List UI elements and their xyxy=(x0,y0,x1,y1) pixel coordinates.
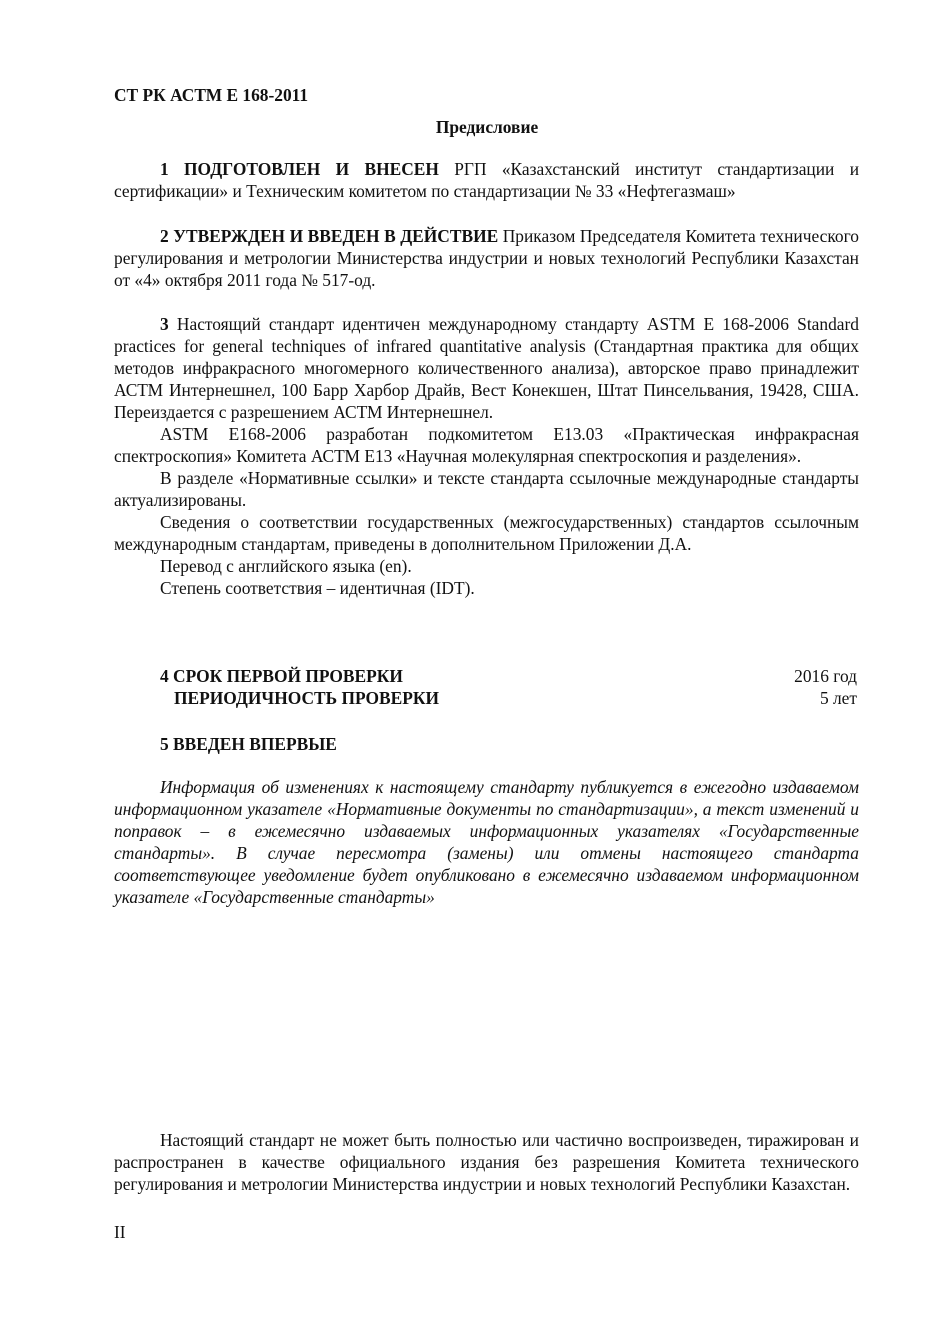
section-2-lead: 2 УТВЕРЖДЕН И ВВЕДЕН В ДЕЙСТВИЕ xyxy=(160,226,499,246)
section-5-label: 5 ВВЕДЕН ВПЕРВЫЕ xyxy=(160,734,337,754)
section-2 xyxy=(114,225,859,291)
section-1 xyxy=(114,158,859,202)
amendments-info-paragraph: Информация об изменениях к настоящему стандарту публикуется в ежегодно издаваемом информационном указателе «Нормативные документы по стандартизации», а текст изменений и поправок – в ежемесячно издаваемых информационных указателях «Государственные стандарты». В случае пересмотра (замены) или отмены настоящего стандарта соответствующее уведомление будет опубликовано в ежемесячно издаваемом информационном указателе «Государственные стандарты» xyxy=(114,777,859,907)
section-3-lead: 3 xyxy=(160,314,169,334)
section-3-text: Настоящий стандарт идентичен международному стандарту ASTM E 168-2006 Standard practices for general techniques of infrared quantitative analysis (Стандартная практика для общих методов инфракрасного многомерного количественного анализа), авторское право принадлежит АСТМ Интернешнел, 100 Барр Харбор Драйв, Вест Конекшен, Штат Пинсельвания, 19428, США. Переиздается с разрешением АСТМ Интернешнел. xyxy=(114,314,859,422)
section-3-paragraph-1 xyxy=(114,313,859,423)
copyright-notice-block xyxy=(114,1129,859,1195)
review-period-label: ПЕРИОДИЧНОСТЬ ПРОВЕРКИ xyxy=(174,688,439,708)
section-5-row xyxy=(160,733,857,755)
first-review-label: 4 СРОК ПЕРВОЙ ПРОВЕРКИ xyxy=(160,666,403,686)
review-period-row xyxy=(174,687,857,709)
section-3-paragraph-2: ASTM E168-2006 разработан подкомитетом E13.03 «Практическая инфракрасная спектроскопия» Комитета АСТМ Е13 «Научная молекулярная спектроскопия и разделения». xyxy=(114,424,859,466)
section-3-paragraph-6: Степень соответствия – идентичная (IDT). xyxy=(160,578,475,598)
first-review-row xyxy=(160,665,857,687)
page-number: II xyxy=(114,1222,126,1242)
page-title: Предисловие xyxy=(435,117,539,137)
copyright-notice-paragraph: Настоящий стандарт не может быть полностью или частично воспроизведен, тиражирован и распространен в качестве официального издания без разрешения Комитета технического регулирования и метрологии Министерства индустрии и новых технологий Республики Казахстан. xyxy=(114,1130,859,1194)
section-3-paragraph-3: В разделе «Нормативные ссылки» и тексте стандарта ссылочные международные стандарты актуализированы. xyxy=(114,468,859,510)
document-code-header: СТ РК АСТМ Е 168-2011 xyxy=(114,85,309,105)
first-review-value: 2016 год xyxy=(794,666,857,686)
section-3-paragraph-5: Перевод с английского языка (en). xyxy=(160,556,412,576)
review-period-value: 5 лет xyxy=(819,688,857,708)
section-2-paragraph xyxy=(114,225,859,291)
section-3 xyxy=(114,313,859,599)
section-3-paragraph-4: Сведения о соответствии государственных (межгосударственных) стандартов ссылочным международным стандартам, приведены в дополнительном Приложении Д.А. xyxy=(114,512,859,554)
section-1-lead: 1 ПОДГОТОВЛЕН И ВНЕСЕН xyxy=(160,159,439,179)
section-1-paragraph xyxy=(114,158,859,202)
amendments-info-block xyxy=(114,776,859,908)
section-1-text: РГП «Казахстанский институт стандартизации и сертификации» и Техническим комитетом по стандартизации № 33 «Нефтегазмаш» xyxy=(114,159,859,201)
section-2-text: Приказом Председателя Комитета технического регулирования и метрологии Министерства индустрии и новых технологий Республики Казахстан от «4» октября 2011 года № 517-од. xyxy=(114,226,859,290)
